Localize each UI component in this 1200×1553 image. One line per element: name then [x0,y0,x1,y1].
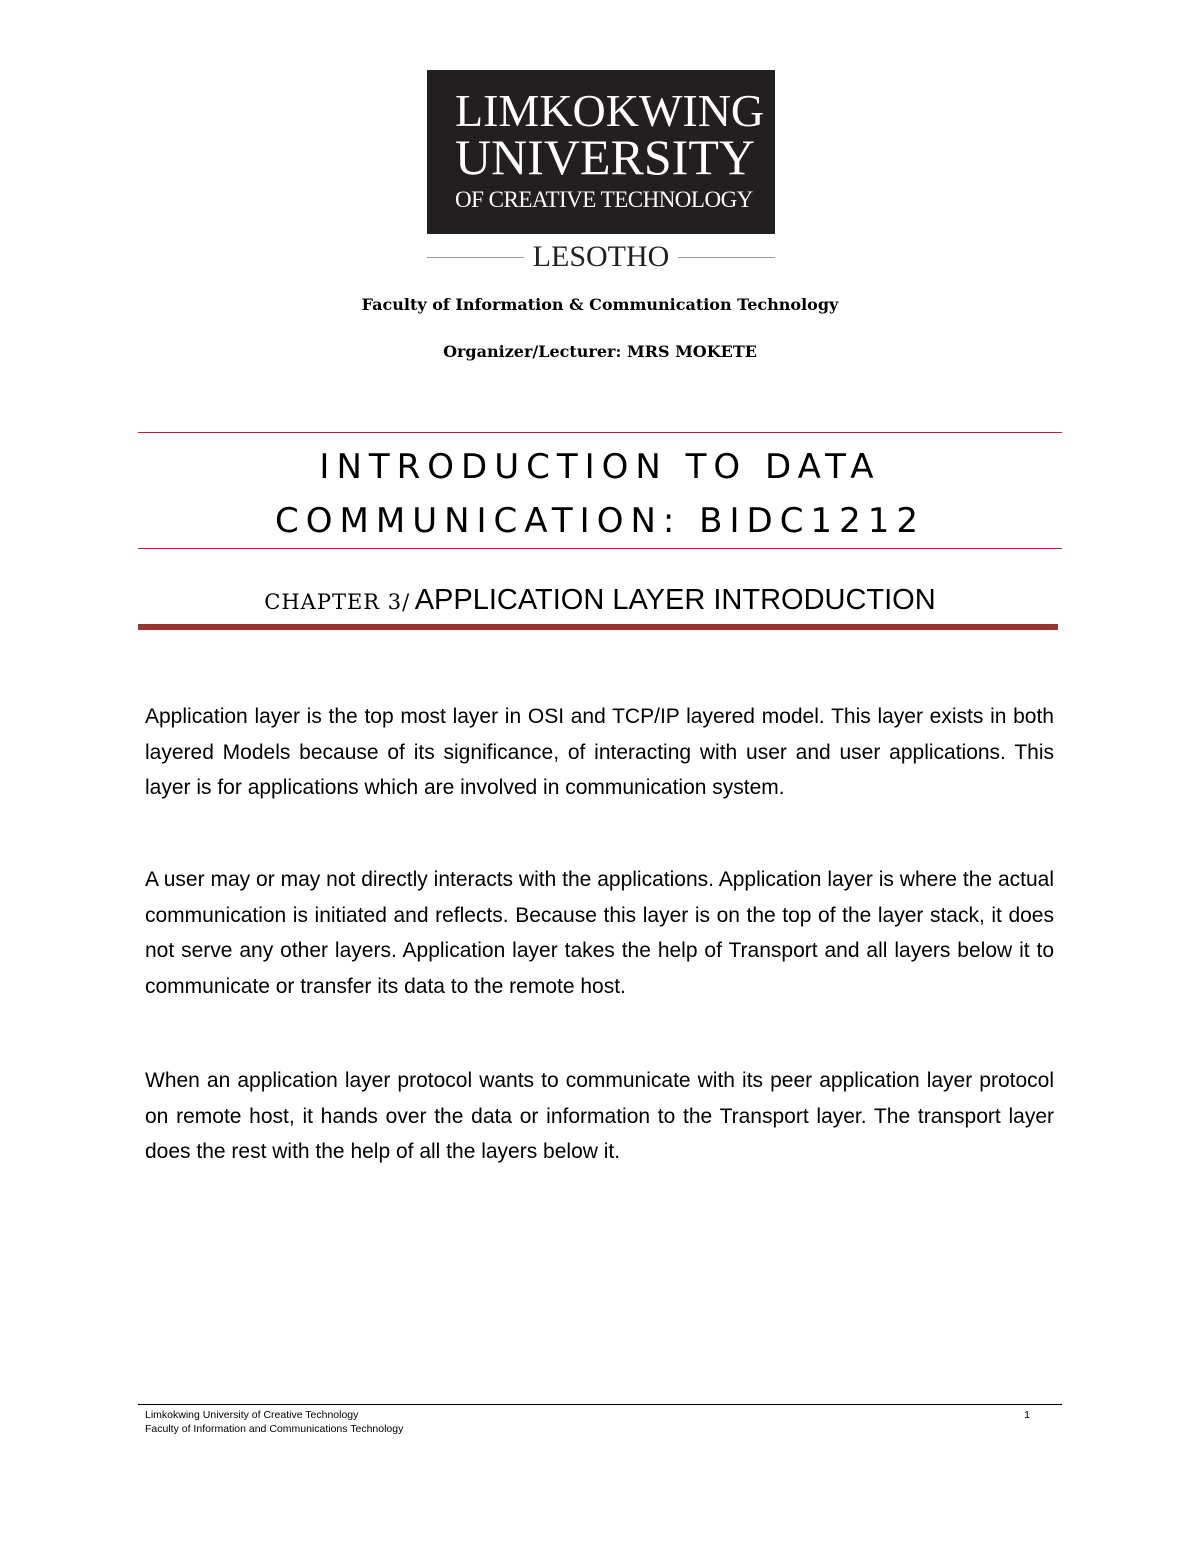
footer-university: Limkokwing University of Creative Technology [145,1409,359,1421]
course-title-line-2: COMMUNICATION: BIDC1212 [275,501,925,541]
title-rule-bottom [138,548,1062,549]
logo-rule-right [678,257,775,258]
body-paragraph-3: When an application layer protocol wants to communicate with its peer application layer protocol on remote host, it hands over the data or information to the Transport layer. The transport layer does the rest with the help of all the layers below it. [145,1069,1054,1163]
chapter-heading [138,584,1062,617]
page-footer [145,1408,1030,1436]
body-paragraph-2: A user may or may not directly interacts with the applications. Application layer is where the actual communication is initiated and reflects. Because this layer is on the top of the layer stack, it does not serve any other layers. Application layer takes the help of Transport and all layers below it to communicate or transfer its data to the remote host. [145,868,1054,998]
chapter-rule [138,624,1058,630]
logo-line-university: UNIVERSITY [455,129,755,185]
chapter-title: APPLICATION LAYER INTRODUCTION [414,584,936,616]
course-title-line-1: INTRODUCTION TO DATA [319,447,881,487]
faculty-heading: Faculty of Information & Communication Technology [361,295,839,314]
footer-rule [138,1404,1062,1405]
logo-line-creative-technology: OF CREATIVE TECHNOLOGY [455,187,753,212]
logo-campus [427,238,775,278]
chapter-prefix: CHAPTER 3/ [264,590,411,614]
university-logo [427,70,775,234]
organizer-line: Organizer/Lecturer: MRS MOKETE [443,342,757,361]
course-title [138,440,1062,548]
logo-line-limkokwing: LIMKOKWING [455,85,765,136]
page-number: 1 [1024,1409,1030,1421]
logo-campus-text: LESOTHO [532,240,670,273]
title-rule-top [138,432,1062,433]
footer-line-1 [145,1408,1030,1422]
footer-faculty: Faculty of Information and Communications Technology [145,1423,404,1435]
body-paragraph-1: Application layer is the top most layer in OSI and TCP/IP layered model. This layer exists in both layered Models because of its significance, of interacting with user and user applications. This layer is for applications which are involved in communication system. [145,705,1054,799]
